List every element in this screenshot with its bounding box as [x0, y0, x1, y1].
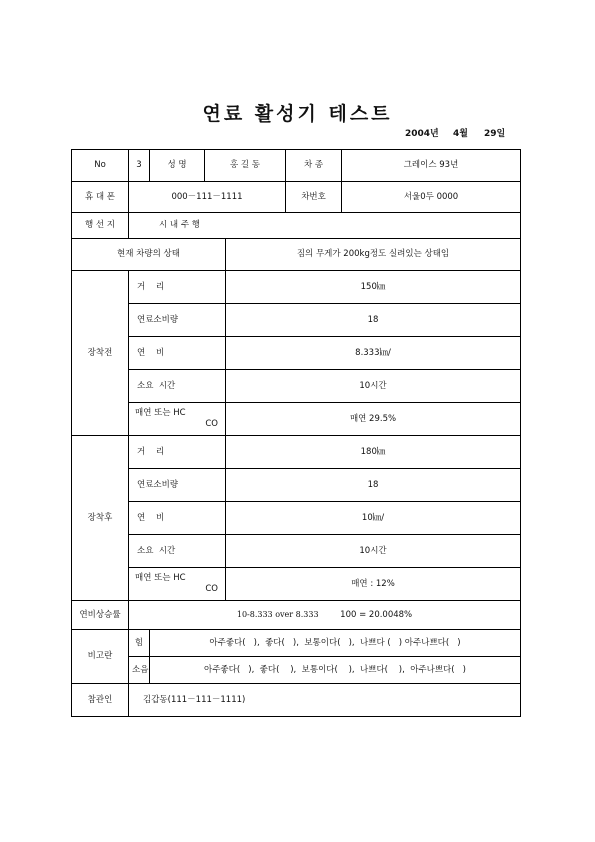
- name-value: 홍 길 동: [205, 150, 286, 182]
- row-remarks-noise: [72, 657, 521, 684]
- after-time-value: 10시간: [226, 535, 521, 568]
- efficiency-increase-value: [129, 601, 521, 630]
- no-value: 3: [129, 150, 150, 182]
- remarks-power-label: 힘: [129, 630, 150, 657]
- remarks-noise-label: 소음: [129, 657, 150, 684]
- before-distance-label: [129, 271, 226, 304]
- efficiency-increase-label: 연비상승률: [72, 601, 129, 630]
- plate-label: 차번호: [286, 182, 342, 213]
- plate-value: 서울0두 0000: [342, 182, 521, 213]
- before-distance-value: 150㎞: [226, 271, 521, 304]
- after-distance-label: [129, 436, 226, 469]
- no-label: No: [72, 150, 129, 182]
- before-efficiency-value: 8.333㎞/: [226, 337, 521, 370]
- after-efficiency-label: [129, 502, 226, 535]
- remarks-noise-options: 아주좋다( ), 좋다( ), 보통이다( ), 나쁘다( ), 아주나쁘다( ): [150, 657, 521, 684]
- status-label: 현재 차량의 상태: [72, 239, 226, 271]
- efficiency-formula: 10-8.333 over 8.333: [236, 609, 319, 619]
- remarks-label: 비고란: [72, 630, 129, 684]
- test-form-table: [71, 149, 521, 717]
- after-row-time: [72, 535, 521, 568]
- after-fuel-label: 연료소비량: [129, 469, 226, 502]
- after-group-label: 장착후: [72, 436, 129, 601]
- witness-value: 김갑동(111－111－1111): [129, 684, 521, 717]
- before-row-fuel: [72, 304, 521, 337]
- after-fuel-value: 18: [226, 469, 521, 502]
- label-text: 연 비: [137, 512, 165, 523]
- label-text: 소요 시간: [137, 380, 176, 391]
- name-label: 성 명: [150, 150, 205, 182]
- efficiency-result: 100 = 20.0048%: [340, 609, 413, 620]
- route-label: 행 선 지: [72, 213, 129, 239]
- page-title: 연료 활성기 테스트: [202, 103, 393, 125]
- after-row-fuel: [72, 469, 521, 502]
- before-emission-label: [129, 403, 226, 436]
- after-efficiency-value: 10㎞/: [226, 502, 521, 535]
- label-text: 연 비: [137, 347, 165, 358]
- phone-value: 000－111－1111: [129, 182, 286, 213]
- route-value: 시 내 주 행: [129, 213, 521, 239]
- before-time-value: 10시간: [226, 370, 521, 403]
- row-remarks-power: [72, 630, 521, 657]
- before-emission-value: 매연 29.5%: [226, 403, 521, 436]
- status-value: 짐의 무게가 200kg정도 실려있는 상태임: [226, 239, 521, 271]
- after-row-efficiency: [72, 502, 521, 535]
- remarks-power-options: 아주좋다( ), 좋다( ), 보통이다( ), 나쁘다 ( ) 아주나쁘다( ): [150, 630, 521, 657]
- before-fuel-label: 연료소비량: [129, 304, 226, 337]
- before-time-label: [129, 370, 226, 403]
- date-year: 2004년: [405, 129, 439, 139]
- after-emission-label: [129, 568, 226, 601]
- after-row-emission: [72, 568, 521, 601]
- after-row-distance: [72, 436, 521, 469]
- label-text: 소요 시간: [137, 545, 176, 556]
- after-time-label: [129, 535, 226, 568]
- label-line2: CO: [205, 419, 218, 429]
- row-witness: [72, 684, 521, 717]
- after-emission-value: 매연 : 12%: [226, 568, 521, 601]
- car-type-value: 그레이스 93년: [342, 150, 521, 182]
- before-row-time: [72, 370, 521, 403]
- before-row-emission: [72, 403, 521, 436]
- label-text: 거 리: [137, 446, 165, 457]
- row-route: [72, 213, 521, 239]
- before-row-efficiency: [72, 337, 521, 370]
- date-day: 29일: [484, 129, 506, 139]
- row-efficiency-increase: [72, 601, 521, 630]
- date-month: 4월: [453, 129, 468, 139]
- label-text: 거 리: [137, 281, 165, 292]
- witness-label: 참관인: [72, 684, 129, 717]
- before-efficiency-label: [129, 337, 226, 370]
- before-group-label: 장착전: [72, 271, 129, 436]
- after-distance-value: 180㎞: [226, 436, 521, 469]
- before-fuel-value: 18: [226, 304, 521, 337]
- row-basic-info: [72, 150, 521, 182]
- car-type-label: 차 종: [286, 150, 342, 182]
- phone-label: 휴 대 폰: [72, 182, 129, 213]
- label-line1: 매연 또는 HC: [135, 408, 186, 419]
- row-phone: [72, 182, 521, 213]
- before-row-distance: [72, 271, 521, 304]
- row-vehicle-status: [72, 239, 521, 271]
- label-line2: CO: [205, 584, 218, 594]
- label-line1: 매연 또는 HC: [135, 573, 186, 584]
